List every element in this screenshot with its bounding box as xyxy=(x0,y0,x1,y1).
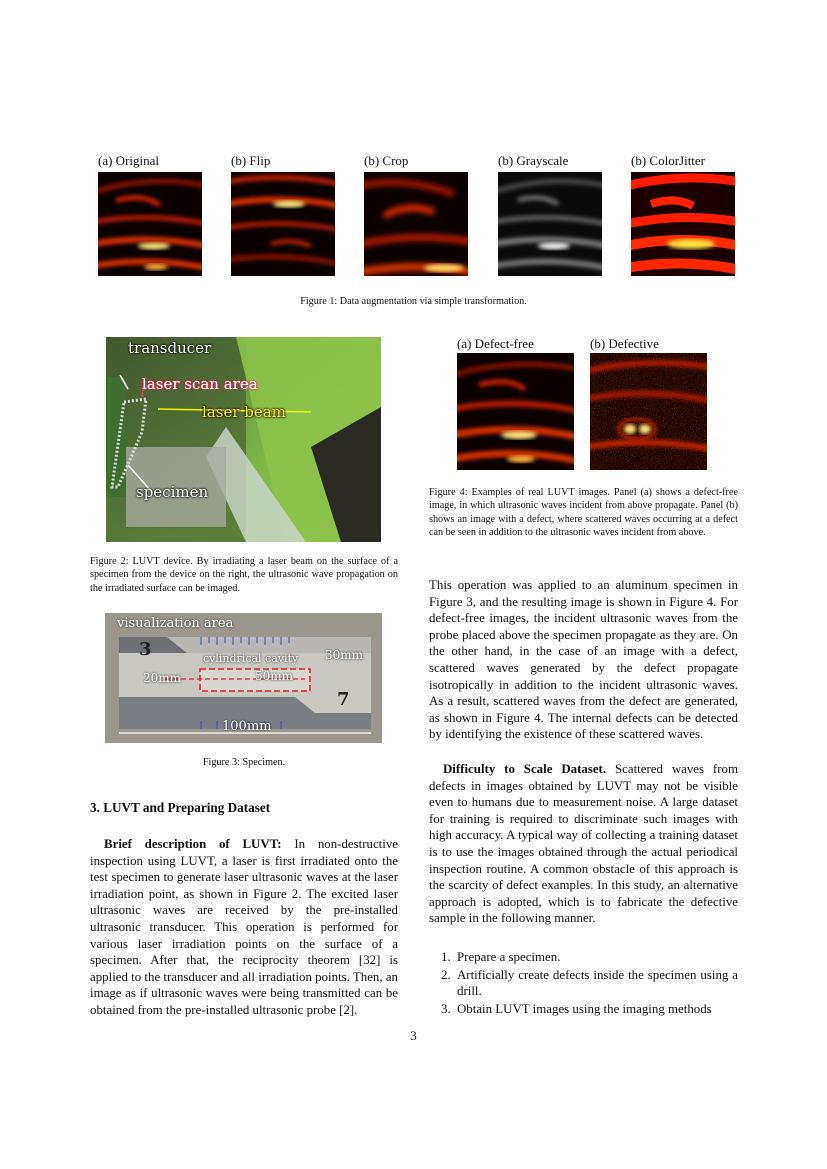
brief-description-text: In non-destructive inspection using LUVT, a laser is first irradiated onto the test specimen to generate laser ultrasonic waves at the laser irradiation point, as shown in Figure 2. The excited laser ultrasonic waves are received by the pre-installed ultrasonic transducer. This operation is performed for various laser irradiation points on the surface of a specimen. After that, the reciprocity theorem [32] is applied to the transducer and all irradiation points. Then, an image as if ultrasonic waves were being transmitted can be obtained from the pre-installed ultrasonic probe [2]. xyxy=(90,837,399,1017)
fig1-label-colorjitter: (b) ColorJitter xyxy=(631,153,706,168)
difficulty-text: Scattered waves from defects in images obtained by LUVT may not be visible even to humans due to measurement noise. A large dataset for training is required to discriminate such images with high accuracy. A typical way of collecting a training dataset is to use the images obtained through the actual periodical inspection routine. A common obstacle of this approach is the scarcity of defect examples. In this study, an alternative approach is adopted, which is to fabricate the defective sample in the following manner. xyxy=(429,762,738,926)
fig3-label-20mm: 20mm xyxy=(143,671,182,685)
fig3-caption: Figure 3: Specimen. xyxy=(202,757,286,768)
difficulty-paragraph xyxy=(429,761,738,927)
fig1-caption: Figure 1: Data augmentation via simple transformation. xyxy=(300,296,527,307)
brief-description-paragraph xyxy=(90,836,398,1019)
list-item xyxy=(429,1001,738,1018)
fig1-label-grayscale: (b) Grayscale xyxy=(498,153,569,168)
fig1-label-original: (a) Original xyxy=(98,153,160,168)
fig4-image-defect-free xyxy=(457,353,574,470)
step-text: Artificially create defects inside the specimen using a drill. xyxy=(457,967,738,999)
fig1-label-crop: (b) Crop xyxy=(364,153,409,168)
fig1-image-flip xyxy=(231,172,335,276)
fig3-label-100mm: 100mm xyxy=(222,719,272,734)
step-text: Obtain LUVT images using the imaging methods xyxy=(457,1001,712,1016)
fig2-photo xyxy=(106,337,381,542)
fig2-caption: Figure 2: LUVT device. By irradiating a laser beam on the surface of a specimen from the device on the right, the ultrasonic wave propagation on the irradiated surface can be imaged. xyxy=(90,556,398,594)
step-number: 1. xyxy=(441,950,451,964)
right-para-1: This operation was applied to an aluminum specimen in Figure 3, and the resulting image is shown in Figure 4. For defect-free images, the incident ultrasonic waves from the probe placed above the specimen propagate as they are. On the other hand, in the case of an image with a defect, scattered waves generated by the defect propagate isotropically in addition to the incident ultrasonic waves. As a result, scattered waves from the defect are generated, as shown in Figure 4. The internal defects can be detected by identifying the existence of these scattered waves. xyxy=(429,578,738,742)
steps-list-wrapper xyxy=(429,949,738,1017)
fig2-label-scan-area: laser scan area xyxy=(142,375,258,393)
fig3-label-cavity: cylindrical cavity xyxy=(203,652,299,665)
list-item xyxy=(429,967,738,1000)
fig2-label-specimen: specimen xyxy=(136,483,209,501)
fig2-label-beam: laser beam xyxy=(202,403,286,421)
fig2-label-transducer: transducer xyxy=(128,339,212,357)
step-number: 3. xyxy=(441,1001,451,1016)
fig1-label-flip: (b) Flip xyxy=(231,153,271,168)
page-number: 3 xyxy=(410,1028,417,1043)
fig4-caption: Figure 4: Examples of real LUVT images. Panel (a) shows a defect-free image, in which ultrasonic waves incident from above propagate. Panel (b) shows an image with a defect, where scattered waves occurring at a defect can be seen in addition to the ultrasonic waves incident from above. xyxy=(429,487,738,539)
fig3-label-50mm: 50mm xyxy=(255,669,294,683)
steps-list xyxy=(429,949,738,1017)
fig3-mark-3: 3 xyxy=(139,639,152,660)
fig1-image-colorjitter xyxy=(631,172,735,276)
fig1-image-crop xyxy=(364,172,468,276)
section-heading: 3. LUVT and Preparing Dataset xyxy=(90,800,271,815)
fig4-label-defect-free: (a) Defect-free xyxy=(457,336,534,351)
fig3-mark-7: 7 xyxy=(337,689,350,710)
fig3-label-vis-area: visualization area xyxy=(117,616,234,631)
brief-description-title: Brief description of LUVT: xyxy=(104,837,282,851)
step-text: Prepare a specimen. xyxy=(457,950,561,964)
step-number: 2. xyxy=(441,967,451,982)
difficulty-title: Difficulty to Scale Dataset. xyxy=(443,762,607,776)
fig3-label-30mm: 30mm xyxy=(325,648,364,662)
list-item xyxy=(429,949,738,966)
fig4-image-defective xyxy=(590,353,707,470)
fig1-image-original xyxy=(98,172,202,276)
fig1-image-grayscale xyxy=(498,172,602,276)
fig4-label-defective: (b) Defective xyxy=(590,336,659,351)
fig3-photo xyxy=(105,613,382,743)
